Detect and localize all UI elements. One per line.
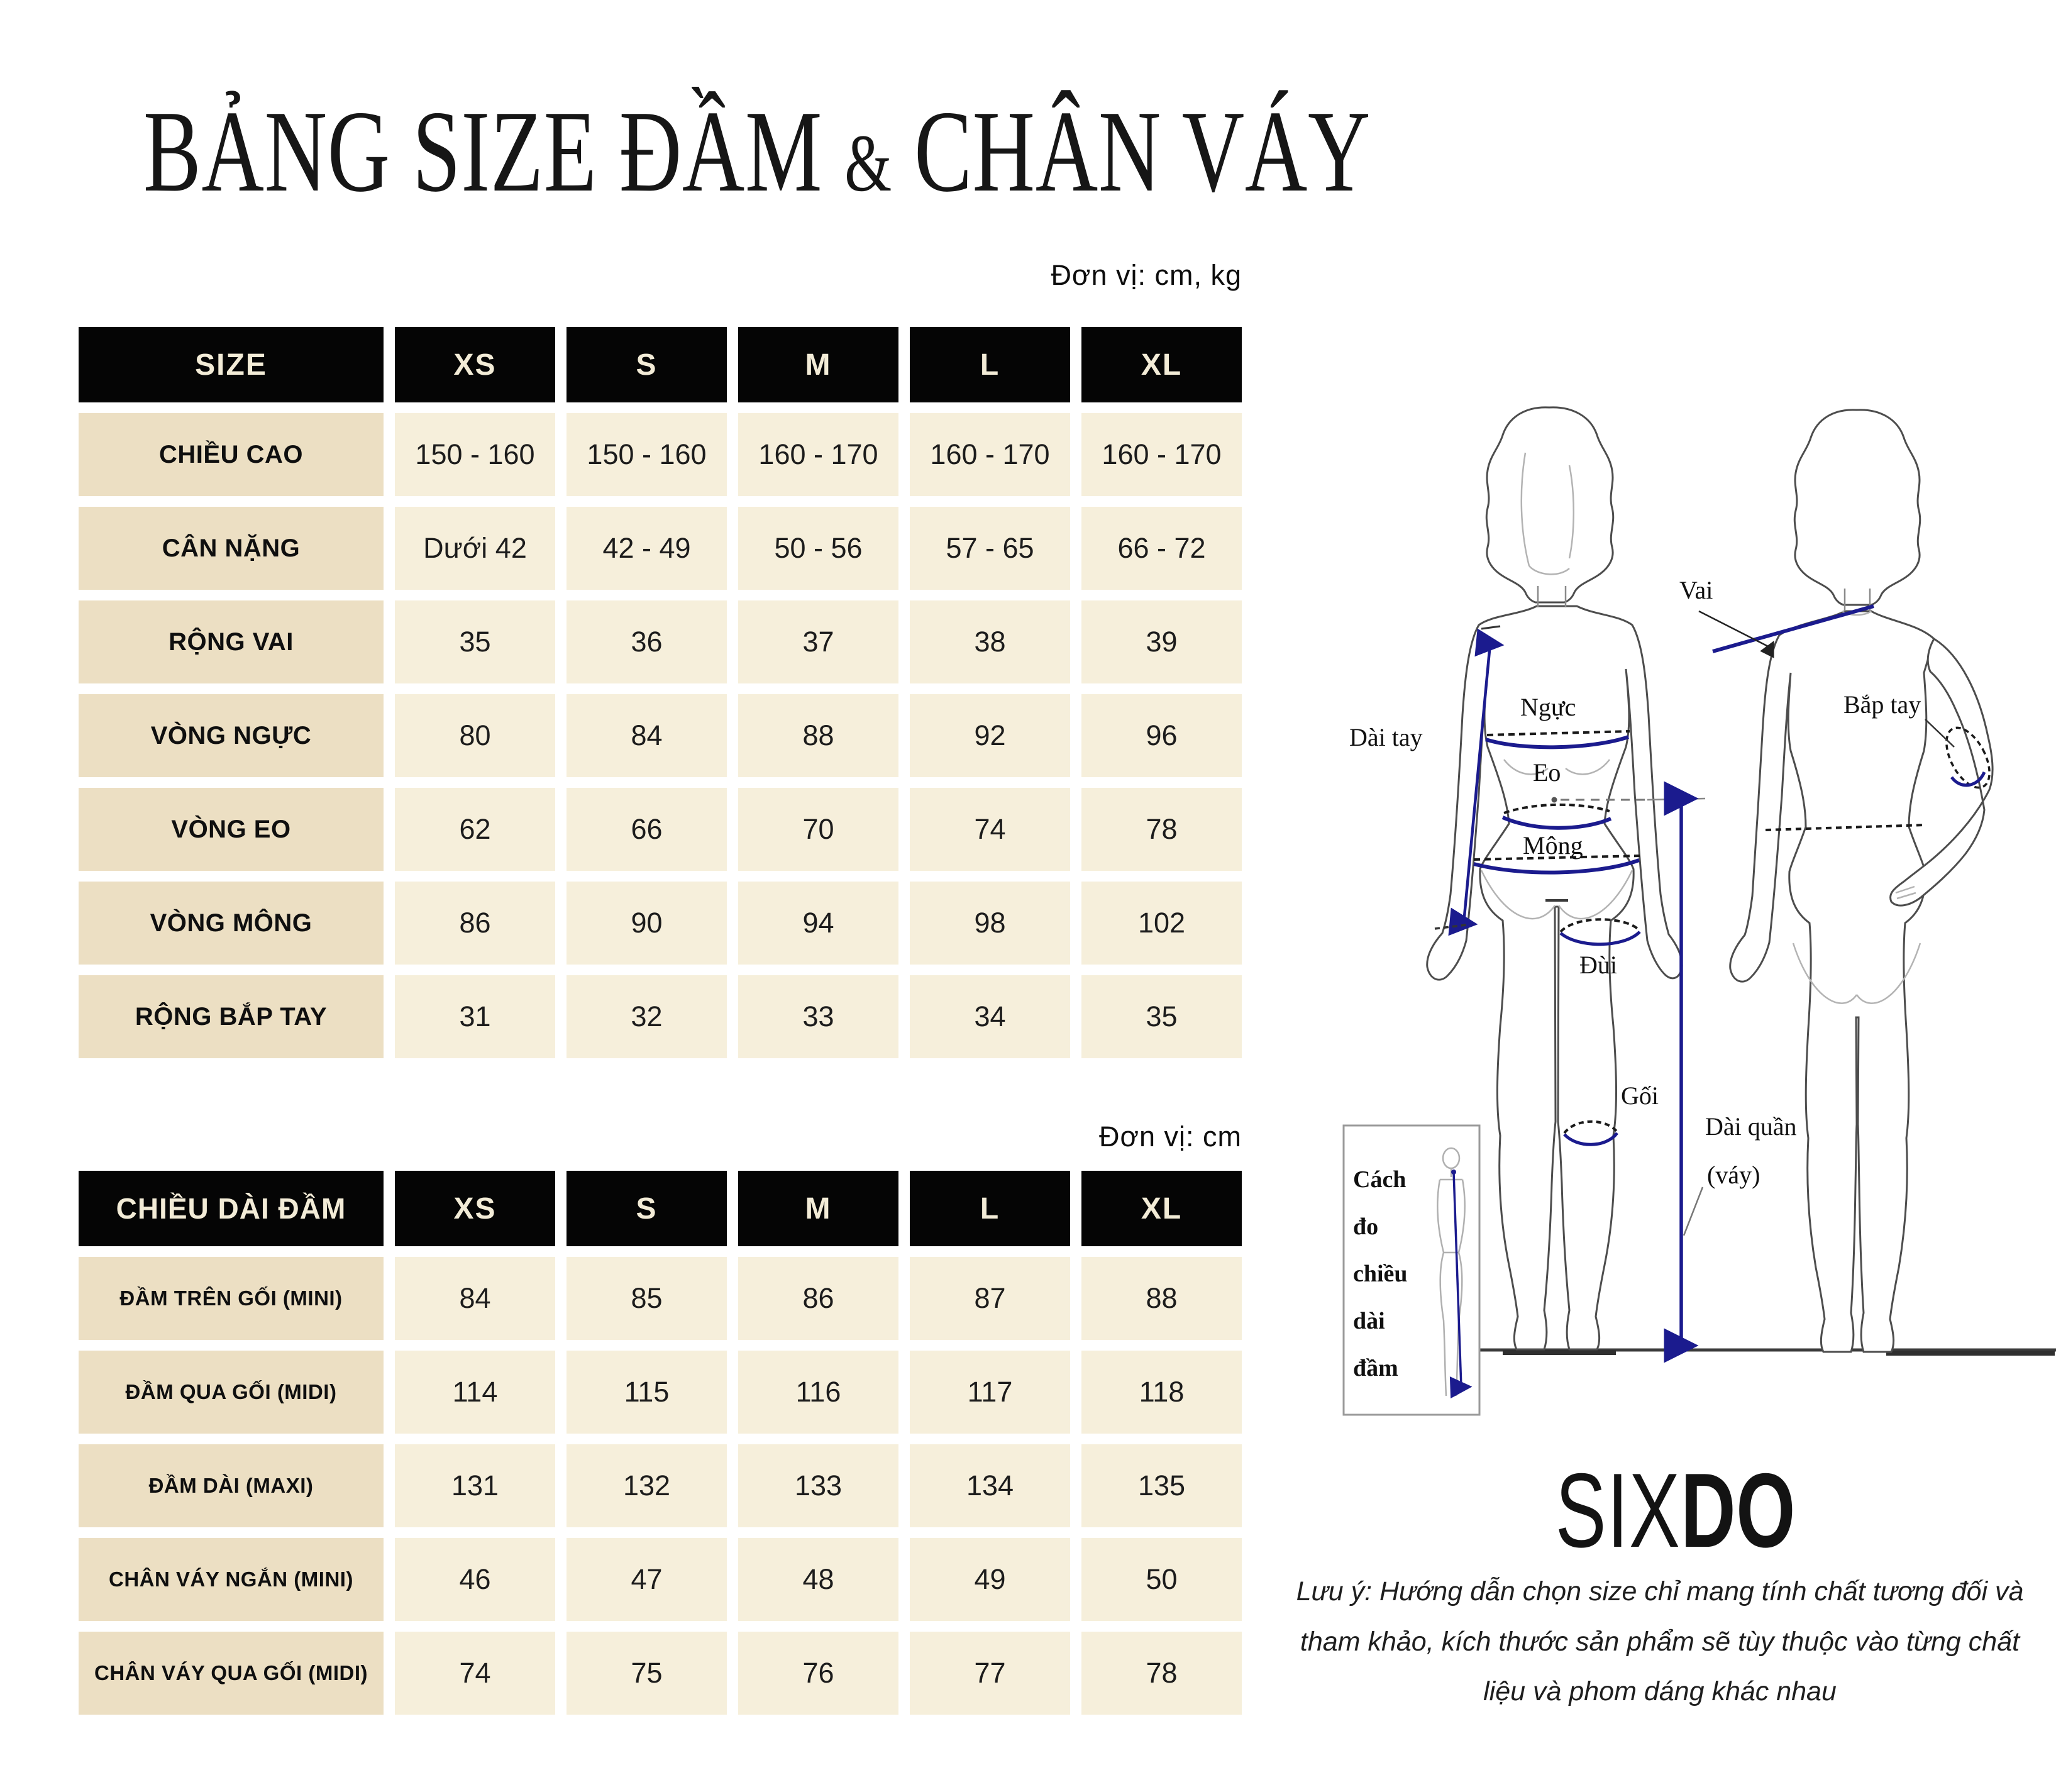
label-vay: (váy) (1707, 1161, 1760, 1189)
label-dai-tay: Dài tay (1349, 723, 1423, 751)
value-cell: 114 (395, 1351, 555, 1434)
table-header-size: L (910, 1171, 1070, 1246)
footer-note: Lưu ý: Hướng dẫn chọn size chỉ mang tính chất tương đối và tham khảo, kích thước sản phẩm sẽ tùy thuộc vào từng chất liệu và phom dáng khác nhau (1296, 1576, 2024, 1707)
value-cell: 77 (910, 1632, 1070, 1715)
value-cell: 78 (1081, 788, 1242, 871)
value-cell: 118 (1081, 1351, 1242, 1434)
value-cell: 84 (567, 694, 727, 777)
value-cell: 133 (738, 1444, 898, 1527)
table-header-size: S (567, 327, 727, 402)
value-cell: 131 (395, 1444, 555, 1527)
logo-do: DO (1681, 1451, 1796, 1569)
table-header-title: CHIỀU DÀI ĐẦM (79, 1171, 384, 1246)
label-eo: Eo (1533, 758, 1561, 787)
value-cell: 74 (910, 788, 1070, 871)
inset-word-5: đầm (1353, 1355, 1398, 1381)
value-cell: 150 - 160 (567, 413, 727, 496)
value-cell: 117 (910, 1351, 1070, 1434)
value-cell: 115 (567, 1351, 727, 1434)
value-cell: 36 (567, 600, 727, 683)
dress-length-inset (1344, 1126, 1479, 1415)
title-ampersand: & (844, 118, 892, 209)
back-figure (1730, 410, 1992, 1352)
value-cell: Dưới 42 (395, 507, 555, 590)
inset-word-1: Cách (1353, 1166, 1407, 1193)
inset-word-4: dài (1353, 1308, 1385, 1334)
value-cell: 38 (910, 600, 1070, 683)
table-header-size: XL (1081, 1171, 1242, 1246)
value-cell: 160 - 170 (738, 413, 898, 496)
inset-word-3: chiều (1353, 1261, 1408, 1287)
value-cell: 80 (395, 694, 555, 777)
table-header-size: XL (1081, 327, 1242, 402)
value-cell: 57 - 65 (910, 507, 1070, 590)
ground-line (1464, 1350, 2056, 1353)
table-header-size: XS (395, 1171, 555, 1246)
sixdo-logo (1401, 1451, 1949, 1569)
row-label: RỘNG BẮP TAY (79, 975, 384, 1058)
row-label: RỘNG VAI (79, 600, 384, 683)
table-header-size: M (738, 327, 898, 402)
logo-six: SIX (1555, 1451, 1681, 1569)
label-nguc: Ngực (1520, 693, 1576, 721)
unit-label-table1: Đơn vị: cm, kg (1051, 259, 1242, 291)
value-cell: 87 (910, 1257, 1070, 1340)
row-label: ĐẦM DÀI (MAXI) (79, 1444, 384, 1527)
value-cell: 31 (395, 975, 555, 1058)
value-cell: 92 (910, 694, 1070, 777)
value-cell: 160 - 170 (910, 413, 1070, 496)
page-title: BẢNG SIZE ĐẦM & CHÂN VÁY (143, 87, 1371, 216)
label-dui: Đùi (1579, 951, 1617, 979)
value-cell: 39 (1081, 600, 1242, 683)
value-cell: 66 (567, 788, 727, 871)
value-cell: 32 (567, 975, 727, 1058)
row-label: ĐẦM TRÊN GỐI (MINI) (79, 1257, 384, 1340)
value-cell: 74 (395, 1632, 555, 1715)
table-header-title: SIZE (79, 327, 384, 402)
value-cell: 88 (738, 694, 898, 777)
value-cell: 98 (910, 882, 1070, 965)
value-cell: 85 (567, 1257, 727, 1340)
row-label: VÒNG NGỰC (79, 694, 384, 777)
value-cell: 35 (1081, 975, 1242, 1058)
label-goi: Gối (1621, 1081, 1659, 1110)
value-cell: 42 - 49 (567, 507, 727, 590)
table-header-size: XS (395, 327, 555, 402)
label-dai-quan: Dài quần (1705, 1112, 1797, 1141)
value-cell: 76 (738, 1632, 898, 1715)
value-cell: 160 - 170 (1081, 413, 1242, 496)
value-cell: 48 (738, 1538, 898, 1621)
measurement-diagram (1295, 390, 2056, 1446)
value-cell: 78 (1081, 1632, 1242, 1715)
body-size-table (79, 327, 1242, 1058)
row-label: CÂN NẶNG (79, 507, 384, 590)
table-header-size: L (910, 327, 1070, 402)
row-label: VÒNG MÔNG (79, 882, 384, 965)
row-label: ĐẦM QUA GỐI (MIDI) (79, 1351, 384, 1434)
value-cell: 132 (567, 1444, 727, 1527)
value-cell: 62 (395, 788, 555, 871)
value-cell: 88 (1081, 1257, 1242, 1340)
table-header-size: M (738, 1171, 898, 1246)
value-cell: 35 (395, 600, 555, 683)
value-cell: 96 (1081, 694, 1242, 777)
value-cell: 33 (738, 975, 898, 1058)
value-cell: 66 - 72 (1081, 507, 1242, 590)
value-cell: 134 (910, 1444, 1070, 1527)
value-cell: 94 (738, 882, 898, 965)
value-cell: 50 - 56 (738, 507, 898, 590)
table-header-size: S (567, 1171, 727, 1246)
value-cell: 75 (567, 1632, 727, 1715)
value-cell: 46 (395, 1538, 555, 1621)
value-cell: 70 (738, 788, 898, 871)
value-cell: 116 (738, 1351, 898, 1434)
value-cell: 135 (1081, 1444, 1242, 1527)
value-cell: 86 (738, 1257, 898, 1340)
inset-word-2: đo (1353, 1214, 1379, 1240)
label-vai: Vai (1679, 576, 1713, 604)
value-cell: 47 (567, 1538, 727, 1621)
value-cell: 37 (738, 600, 898, 683)
value-cell: 84 (395, 1257, 555, 1340)
row-label: CHÂN VÁY QUA GỐI (MIDI) (79, 1632, 384, 1715)
dress-length-table (79, 1171, 1242, 1715)
value-cell: 49 (910, 1538, 1070, 1621)
row-label: CHIỀU CAO (79, 413, 384, 496)
label-bap-tay: Bắp tay (1843, 690, 1921, 719)
label-mong: Mông (1523, 831, 1583, 860)
row-label: VÒNG EO (79, 788, 384, 871)
value-cell: 86 (395, 882, 555, 965)
unit-label-table2: Đơn vị: cm (1098, 1120, 1242, 1153)
value-cell: 102 (1081, 882, 1242, 965)
value-cell: 50 (1081, 1538, 1242, 1621)
row-label: CHÂN VÁY NGẮN (MINI) (79, 1538, 384, 1621)
value-cell: 34 (910, 975, 1070, 1058)
value-cell: 90 (567, 882, 727, 965)
value-cell: 150 - 160 (395, 413, 555, 496)
